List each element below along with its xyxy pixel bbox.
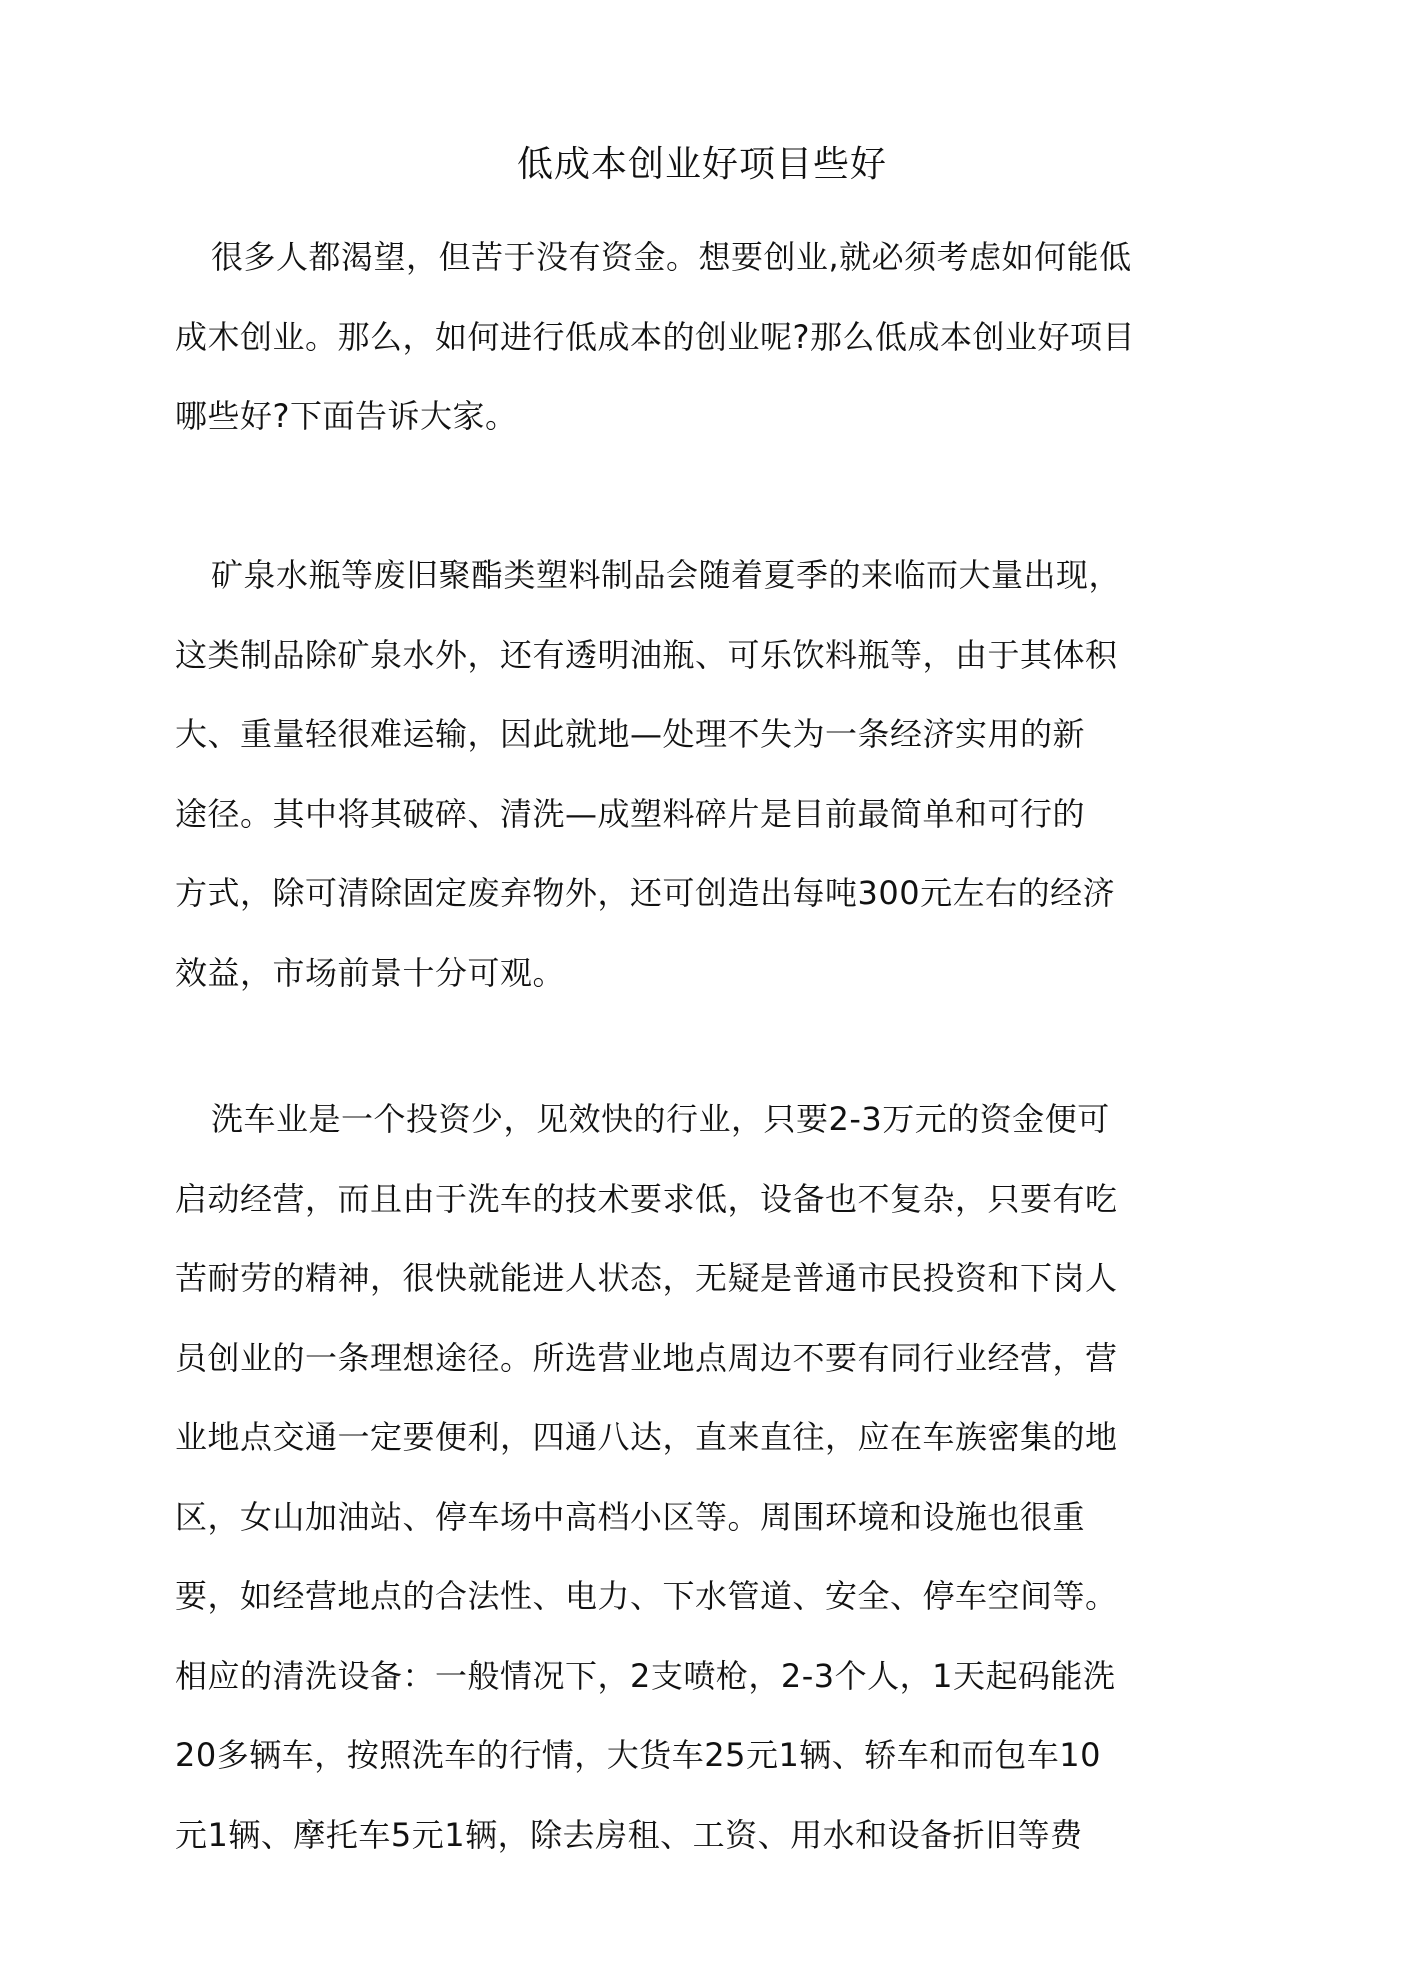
text-line: 成木创业。那么，如何进行低成本的创业呢?那么低成本创业好项目	[175, 317, 1135, 356]
text-line: 相应的清洗设备：一般情况下，2支喷枪，2-3个人，1天起码能洗	[175, 1656, 1116, 1695]
text-line: 洗车业是一个投资少，见效快的行业，只要2-3万元的资金便可	[211, 1100, 1110, 1138]
text-line: 员创业的一条理想途径。所选营业地点周边不要有同行业经营，营	[175, 1338, 1118, 1377]
paragraph-plastic-recycling	[175, 536, 1185, 1013]
text-line: 途径。其中将其破碎、清洗—成塑料碎片是目前最简单和可行的	[175, 794, 1086, 833]
text-line: 效益，市场前景十分可观。	[175, 953, 566, 992]
text-line: 大、重量轻很难运输，因此就地—处理不失为一条经济实用的新	[175, 715, 1086, 753]
document-title: 低成本创业好项目些好	[516, 144, 887, 185]
text-line: 启动经营，而且由于洗车的技术要求低，设备也不复杂，只要有吃	[175, 1179, 1118, 1218]
text-line: 这类制品除矿泉水外，还有透明油瓶、可乐饮料瓶等，由于其体积	[175, 635, 1118, 674]
text-line: 哪些好?下面告诉大家。	[175, 397, 518, 435]
text-line: 苦耐劳的精神，很快就能进人状态，无疑是普通市民投资和下岗人	[175, 1259, 1118, 1297]
text-line: 要，如经营地点的合法性、电力、下水管道、安全、停车空间等。	[175, 1577, 1118, 1615]
text-line: 很多人都渴望，但苦于没有资金。想要创业,就必须考虑如何能低	[211, 238, 1132, 276]
text-line: 元1辆、摩托车5元1辆，除去房租、工资、用水和设备折旧等费	[175, 1815, 1083, 1854]
text-line: 业地点交通一定要便利，四通八达，直来直往，应在车族密集的地	[175, 1418, 1118, 1456]
text-line: 20多辆车，按照洗车的行情，大货车25元1辆、轿车和而包车10	[175, 1736, 1102, 1774]
paragraph-intro	[175, 218, 1185, 457]
text-line: 矿泉水瓶等废旧聚酯类塑料制品会随着夏季的来临而大量出现，	[211, 556, 1122, 594]
text-line: 区，女山加油站、停车场中高档小区等。周围环境和设施也很重	[175, 1497, 1086, 1536]
paragraph-car-wash	[175, 1080, 1185, 1875]
text-line: 方式，除可清除固定废弃物外，还可创造出每吨300元左右的经济	[175, 874, 1116, 912]
